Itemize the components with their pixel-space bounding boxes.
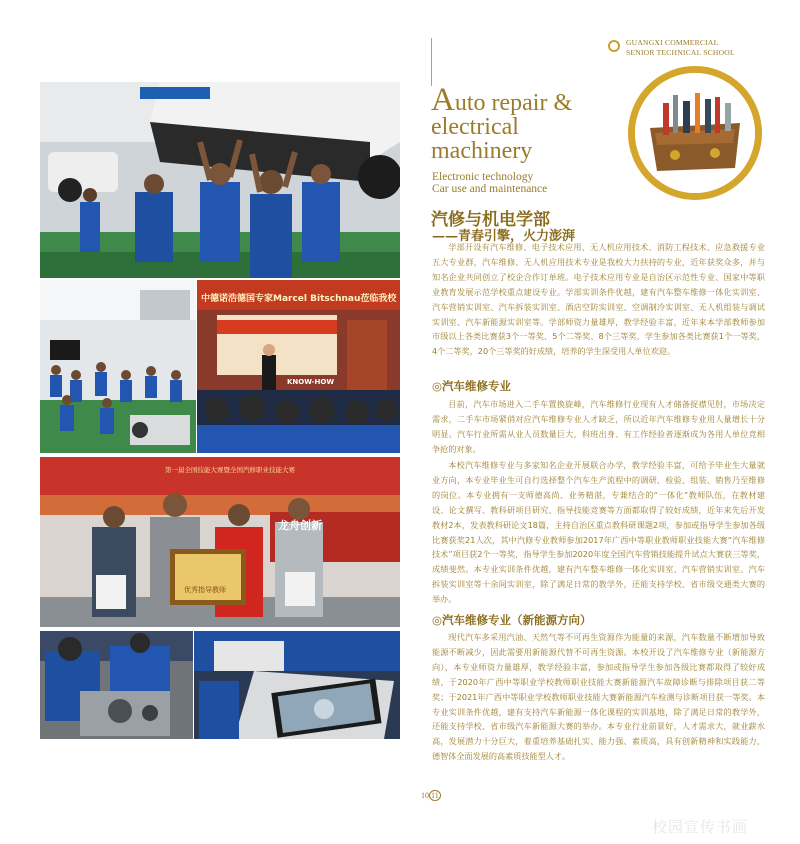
tool-bag-icon bbox=[635, 73, 755, 193]
subtitle-line2: Car use and maintenance bbox=[432, 182, 548, 195]
section-auto-repair-title: ◎汽车维修专业 bbox=[432, 379, 512, 393]
photo-training-hall bbox=[40, 280, 196, 453]
section-new-energy-paragraph: 现代汽车多采用汽油、天然气等不可再生资源作为能量的来源，汽车数量不断增加导致能源不断减少，因此需要用新能源代替不可再生资源。本校开设了汽车维修专业（新能源方向），本专业师资力量雄厚，教学经验丰富，参加或指导学生参加各级比赛都取得了较好成绩，于2020年广西中等职业学校教师职业技能大赛新能源汽车故障诊断与排除项目获二等奖；于2021年广西中等职业学校教师职业技能大赛新能源汽车检测与诊断项目获一等奖。本专业实训条件优越，建有支持汽车新能源一体化课程的实训基地，除了满足日常的教学外，还能支持学校、省市级汽车新能源大赛的举办。本专业行业前景好，人才需求大，就业薪水高，发展潜力十分巨大，着重培养基础扎实、能力强、素质高，具有创新精神和实践能力，德智体全面发展的高素质技能型人才。 bbox=[432, 632, 765, 762]
chinese-title: 汽修与机电学部 bbox=[431, 210, 550, 230]
title-line3: machinery bbox=[431, 138, 533, 164]
intro-paragraph: 学部开设有汽车维修、电子技术应用、无人机应用技术、消防工程技术、应急救援专业五大专业群，汽车维修、无人机应用技术专业是我校大力扶持的专业，近年获奖众多，并与知名企业共同创立了校企合作订单班。电子技术应用专业是自治区示范性专业、国家中等职业教育发展示范学校重点建设专业。学部实训条件优越，建有汽车整车维修一体化实训室、汽车营销实训室、汽车拆装实训室、酒店空防实训室、空调制冷实训室、无人机组装与调试实训室、汽车新能源实训室等。学部师资力量雄厚，教学经验丰富，近年来本学部教师参加市级以上各类比赛获3个一等奖、5个二等奖、8个三等奖，学生参加各类比赛获1个一等奖，4个二等奖，20个三等奖的好成绩，培养的学生深受用人单位欢迎。 bbox=[432, 242, 765, 357]
photo-award-ceremony bbox=[40, 457, 400, 627]
section-auto-repair-paragraph-2: 本校汽车维修专业与多家知名企业开展联合办学，教学经验丰富，可给予毕业生大量就业方向，本专业毕业生可自行选择整个汽车生产流程中的调研、检验、组装、销售乃至维修的岗位。本专业拥有一支师德高尚、业务精湛，专兼结合的“一体化”教师队伍，在教材建设、论文撰写、教科研项目研究、指导技能竞赛等方面都取得了较好成绩，近年来先后开发教材2本，发表教科研论文18篇，主持自治区重点教科研课题2项，参加或指导学生参加各级比赛获奖21人次，其中汽修专业教师参加2017年广西中等职业教师职业技能大赛“汽车维修技术”项目获2个一等奖，指导学生参加2020年度全国汽车营销技能提升试点大赛获三等奖，成绩斐然。本专业实训条件优越，建有汽车整车维修一体化实训室、汽车营销实训室、汽车拆装实训室等十余间实训室，除了满足日常的教学外，还能支持学校、省市级交通类大赛的举办。 bbox=[432, 460, 765, 605]
photo-logo-text: KNOW-HOW bbox=[287, 378, 335, 386]
tool-bag-photo bbox=[628, 66, 762, 200]
school-name-line1: GUANGXI COMMERCIAL bbox=[626, 38, 719, 47]
english-title bbox=[431, 82, 631, 164]
photo-car-lift-workshop bbox=[40, 82, 400, 278]
english-subtitle bbox=[432, 172, 547, 195]
page-numbers bbox=[421, 790, 441, 801]
photo-banner-text: 中德诺浩德国专家Marcel Bitschnau莅临我校 bbox=[201, 294, 397, 304]
section-new-energy-title: ◎汽车维修专业（新能源方向） bbox=[432, 613, 592, 627]
photo-plaque-text: 优秀指导教师 bbox=[184, 586, 226, 594]
title-line2: electrical bbox=[431, 114, 519, 140]
title-line1: uto repair & bbox=[454, 90, 573, 116]
page-number-right: 11 bbox=[431, 791, 439, 800]
title-divider bbox=[431, 38, 432, 86]
photo-banner2-text: 第一届全国技能大赛暨全国汽修职业技能大赛 bbox=[165, 466, 295, 474]
school-name-line2: SENIOR TECHNICAL SCHOOL bbox=[626, 48, 735, 57]
school-ring-icon bbox=[608, 40, 620, 52]
school-logo bbox=[608, 38, 768, 68]
chinese-slogan: ——青春引擎，火力澎湃 bbox=[432, 229, 576, 244]
photo-expert-lecture bbox=[197, 280, 400, 453]
photo-engine-practice bbox=[40, 631, 193, 739]
photo-tablet-diagnostics bbox=[194, 631, 400, 739]
subtitle-line1: Electronic technology bbox=[432, 171, 534, 183]
photo-banner3-text: 龙舟创新 bbox=[278, 519, 322, 532]
title-cap-letter: A bbox=[431, 82, 455, 118]
section-auto-repair-paragraph-1: 目前，汽车市场进入二手车置换旋峰，汽车维修行业现有人才储备捉襟见肘，市场决定需求，二手车市场紧俏对应汽车维修专业人才缺乏，所以近年汽车维修专业用人量增长十分明显。汽车行业所需从业人员数量巨大，科班出身、有工作经验者逐渐成为各用人单位竞相争抢的对象。 bbox=[432, 399, 765, 454]
watermark: 校园宣传书画 bbox=[652, 818, 749, 836]
page-number-left: 10 bbox=[421, 791, 429, 800]
